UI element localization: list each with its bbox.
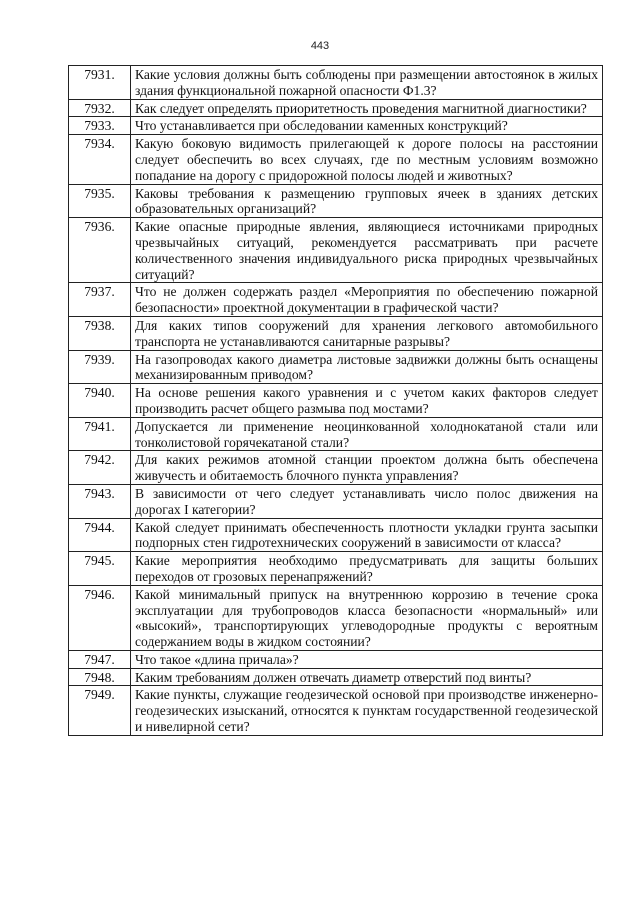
question-number: 7938. bbox=[69, 316, 131, 350]
table-row bbox=[69, 66, 603, 100]
question-text: Что не должен содержать раздел «Мероприятия по обеспечению пожарной безопасности» проектной документации в графической части? bbox=[131, 283, 603, 317]
question-text: Что такое «длина причала»? bbox=[131, 650, 603, 668]
questions-table bbox=[68, 65, 603, 736]
question-number: 7942. bbox=[69, 451, 131, 485]
question-number: 7947. bbox=[69, 650, 131, 668]
question-number: 7946. bbox=[69, 585, 131, 650]
question-number: 7941. bbox=[69, 417, 131, 451]
question-number: 7943. bbox=[69, 484, 131, 518]
table-row bbox=[69, 184, 603, 218]
question-text: В зависимости от чего следует устанавливать число полос движения на дорогах I категории? bbox=[131, 484, 603, 518]
table-row bbox=[69, 117, 603, 135]
question-text: Какой минимальный припуск на внутреннюю коррозию в течение срока эксплуатации для трубопроводов класса безопасности «нормальный» или «высокий», транспортирующих углеводородные продукты с вероятным содержанием воды в жидком состоянии? bbox=[131, 585, 603, 650]
question-text: Как следует определять приоритетность проведения магнитной диагностики? bbox=[131, 99, 603, 117]
question-number: 7939. bbox=[69, 350, 131, 384]
question-number: 7931. bbox=[69, 66, 131, 100]
table-row bbox=[69, 218, 603, 283]
questions-table-body bbox=[69, 66, 603, 736]
question-text: Допускается ли применение неоцинкованной холоднокатаной стали или тонколистовой горячекатаной стали? bbox=[131, 417, 603, 451]
question-number: 7936. bbox=[69, 218, 131, 283]
question-text: На газопроводах какого диаметра листовые задвижки должны быть оснащены механизированным приводом? bbox=[131, 350, 603, 384]
question-text: Какие условия должны быть соблюдены при размещении автостоянок в жилых здания функциональной пожарной опасности Ф1.3? bbox=[131, 66, 603, 100]
question-text: Каковы требования к размещению групповых ячеек в зданиях детских образовательных организаций? bbox=[131, 184, 603, 218]
question-text: Каким требованиям должен отвечать диаметр отверстий под винты? bbox=[131, 668, 603, 686]
question-text: Какие опасные природные явления, являющиеся источниками природных чрезвычайных ситуаций, рекомендуется рассматривать при расчете количественного значения индивидуального риска природных чрезвычайных ситуаций? bbox=[131, 218, 603, 283]
question-number: 7933. bbox=[69, 117, 131, 135]
question-text: Что устанавливается при обследовании каменных конструкций? bbox=[131, 117, 603, 135]
table-row bbox=[69, 283, 603, 317]
question-number: 7937. bbox=[69, 283, 131, 317]
table-row bbox=[69, 417, 603, 451]
table-row bbox=[69, 484, 603, 518]
table-row bbox=[69, 518, 603, 552]
table-row bbox=[69, 135, 603, 184]
table-row bbox=[69, 552, 603, 586]
table-row bbox=[69, 668, 603, 686]
question-text: Какой следует принимать обеспеченность плотности укладки грунта засыпки подпорных стен гидротехнических сооружений в зависимости от класса? bbox=[131, 518, 603, 552]
question-number: 7944. bbox=[69, 518, 131, 552]
question-number: 7945. bbox=[69, 552, 131, 586]
table-row bbox=[69, 585, 603, 650]
question-text: На основе решения какого уравнения и с учетом каких факторов следует производить расчет общего размыва под мостами? bbox=[131, 384, 603, 418]
question-number: 7948. bbox=[69, 668, 131, 686]
table-row bbox=[69, 316, 603, 350]
question-number: 7935. bbox=[69, 184, 131, 218]
page-number: 443 bbox=[310, 40, 330, 52]
question-number: 7932. bbox=[69, 99, 131, 117]
question-text: Для каких режимов атомной станции проектом должна быть обеспечена живучесть и обитаемость блочного пункта управления? bbox=[131, 451, 603, 485]
question-text: Для каких типов сооружений для хранения легкового автомобильного транспорта не устанавливаются санитарные разрывы? bbox=[131, 316, 603, 350]
table-row bbox=[69, 99, 603, 117]
table-row bbox=[69, 350, 603, 384]
question-text: Какие мероприятия необходимо предусматривать для защиты больших переходов от грозовых перенапряжений? bbox=[131, 552, 603, 586]
table-row bbox=[69, 686, 603, 735]
question-number: 7934. bbox=[69, 135, 131, 184]
question-number: 7940. bbox=[69, 384, 131, 418]
question-text: Какие пункты, служащие геодезической основой при производстве инженерно-геодезических изысканий, относятся к пунктам государственной геодезической и нивелирной сети? bbox=[131, 686, 603, 735]
question-text: Какую боковую видимость прилегающей к дороге полосы на расстоянии следует обеспечить во всех случаях, где по местным условиям возможно попадание на дорогу с придорожной полосы людей и животных? bbox=[131, 135, 603, 184]
table-row bbox=[69, 451, 603, 485]
table-row bbox=[69, 650, 603, 668]
question-number: 7949. bbox=[69, 686, 131, 735]
table-row bbox=[69, 384, 603, 418]
